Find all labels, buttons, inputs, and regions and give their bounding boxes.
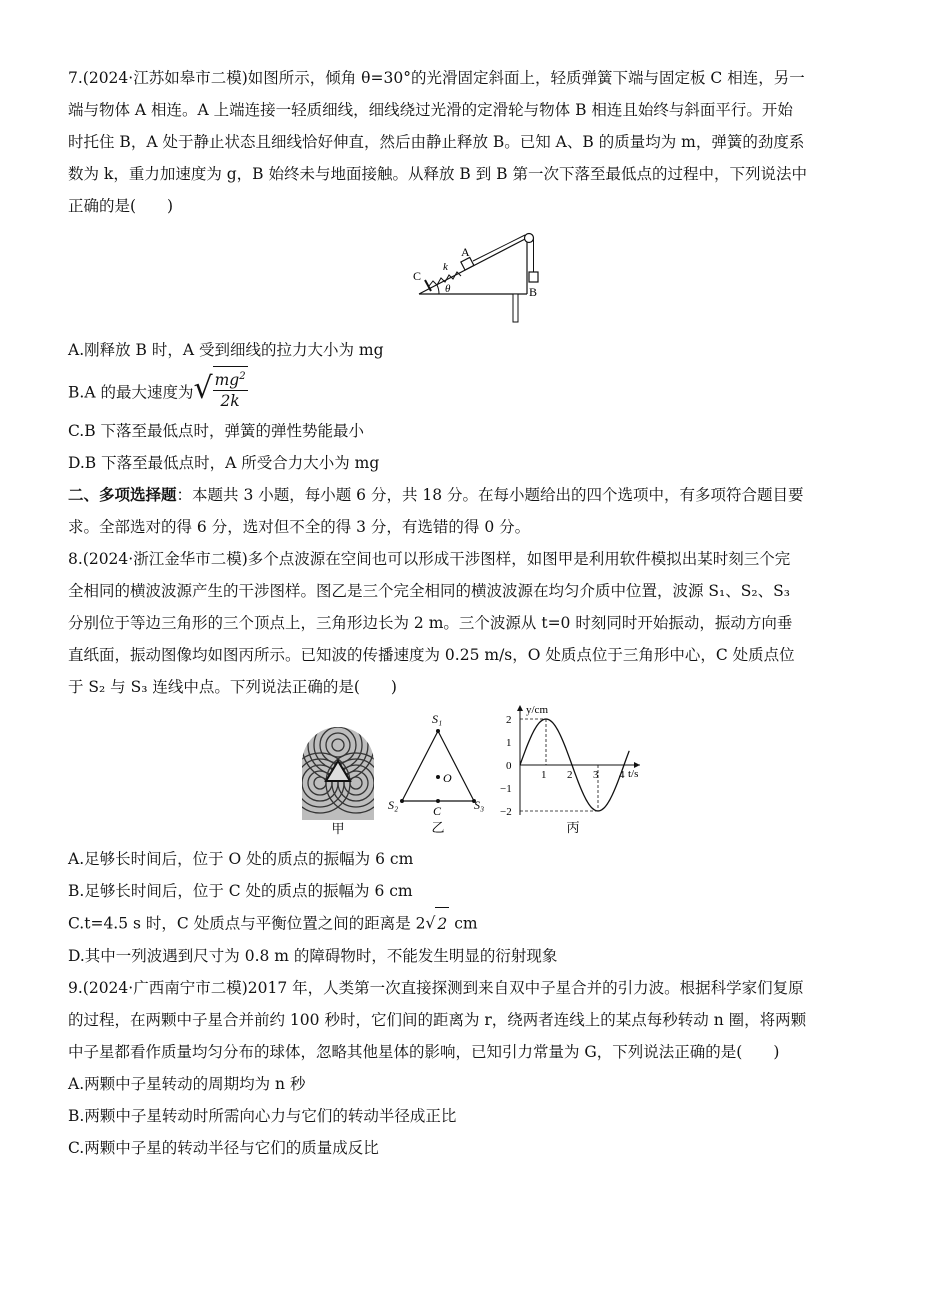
q9-stem-line-2: 的过程，在两颗中子星合并前约 100 秒时，它们间的距离为 r，绕两者连线上的某点每秒转动 n 圈，将两颗 xyxy=(68,1010,807,1029)
section-2-text-2: 求。全部选对的得 6 分，选对但不全的得 3 分，有选错的得 0 分。 xyxy=(68,517,531,536)
label-s3: S₃ xyxy=(474,797,485,812)
string-along-incline xyxy=(473,235,525,261)
q8-option-c-prefix: C.t=4.5 s 时，C 处质点与平衡位置之间的距离是 2 xyxy=(68,914,426,933)
y-tick-2: 2 xyxy=(506,713,512,726)
spring-k-label: k xyxy=(443,261,448,273)
q7-option-c: C.B 下落至最低点时，弹簧的弹性势能最小 xyxy=(68,421,365,440)
section-2-text-1: ：本题共 3 小题，每小题 6 分，共 18 分。在每小题给出的四个选项中，有多项符合题目要 xyxy=(176,485,804,504)
t-axis-label: t/s xyxy=(628,767,639,780)
section-2-instructions xyxy=(68,479,886,511)
q8-stem-line-2: 全相同的横波波源产生的干涉图样。图乙是三个完全相同的横波波源在均匀介质中位置，波源 S₁、S₂、S₃ xyxy=(68,581,790,600)
q7-option-a: A.刚释放 B 时，A 受到细线的拉力大小为 mg xyxy=(68,341,384,359)
q8-figures xyxy=(300,703,886,839)
label-s2: S₂ xyxy=(388,797,399,812)
triangle-sources-figure xyxy=(388,709,488,835)
page-content xyxy=(68,62,886,1164)
theta-arc xyxy=(437,285,439,294)
q8-option-c-unit: cm xyxy=(449,914,478,933)
q7-option-b-exponent: 2 xyxy=(239,371,246,382)
y-tick-1: 1 xyxy=(506,736,512,749)
q8-stem-line-1: 8.(2024·浙江金华市二模)多个点波源在空间也可以形成干涉图样，如图甲是利用软件模拟出某时刻三个完 xyxy=(68,549,791,568)
y-axis-label: y/cm xyxy=(526,703,548,716)
q9-stem-line-1: 9.(2024·广西南宁市二模)2017 年，人类第一次直接探测到来自双中子星合并的引力波。根据科学家们复原 xyxy=(68,978,804,997)
q7-option-b-sqrt: √ $\frac{mg^2}{2k}$ xyxy=(193,366,247,411)
q7-stem-line-1: 7.(2024·江苏如皋市二模)如图所示，倾角 θ=30°的光滑固定斜面上，轻质弹簧下端与固定板 C 相连，另一 xyxy=(68,69,805,87)
figure-yi xyxy=(388,709,488,839)
figure-bing xyxy=(498,701,648,839)
q9-option-b: B.两颗中子星转动时所需向心力与它们的转动半径成正比 xyxy=(68,1106,457,1125)
q7-stem-line-3: 时托住 B，A 处于静止状态且细线恰好伸直，然后由静止释放 B。已知 A、B 的质量均为 m，弹簧的劲度系 xyxy=(68,133,805,151)
q9-stem-line-3: 中子星都看作质量均匀分布的球体，忽略其他星体的影响，已知引力常量为 G，下列说法正确的是( ) xyxy=(68,1042,780,1061)
label-o: O xyxy=(443,770,452,785)
plate-c-label: C xyxy=(413,269,422,283)
block-b-label: B xyxy=(529,285,538,299)
q8-option-d: D.其中一列波遇到尺寸为 0.8 m 的障碍物时，不能发生明显的衍射现象 xyxy=(68,946,558,965)
vibration-graph xyxy=(498,701,648,835)
caption-yi: 乙 xyxy=(431,820,445,836)
section-2-title: 二、多项选择题 xyxy=(68,484,177,504)
t-tick-4: 4 xyxy=(619,768,625,781)
t-tick-1: 1 xyxy=(541,768,547,781)
support-post xyxy=(513,294,518,322)
q8-option-c-radicand: 2 xyxy=(435,907,449,940)
label-c: C xyxy=(433,803,442,818)
center-o-point xyxy=(436,775,440,779)
q7-stem-line-5: 正确的是( ) xyxy=(68,197,174,215)
q7-stem-line-4: 数为 k，重力加速度为 g，B 始终未与地面接触。从释放 B 到 B 第一次下落至最低点的过程中，下列说法中 xyxy=(68,165,807,183)
theta-label: θ xyxy=(445,283,451,295)
q8-option-c xyxy=(68,907,886,940)
y-tick-0: 0 xyxy=(506,759,512,772)
source-s2-point xyxy=(400,799,404,803)
q8-option-a: A.足够长时间后，位于 O 处的质点的振幅为 6 cm xyxy=(68,849,414,868)
interference-pattern-image xyxy=(300,725,376,835)
q7-option-b-numerator: mg xyxy=(214,371,240,390)
block-a-label: A xyxy=(461,245,470,259)
block-b xyxy=(529,272,538,282)
incline-spring-pulley-figure xyxy=(415,230,565,326)
q8-option-c-sqrt: √ 2 xyxy=(426,907,450,940)
caption-jia: 甲 xyxy=(331,821,345,837)
label-s1: S₁ xyxy=(432,711,443,726)
q7-option-b-denominator: 2k xyxy=(220,392,240,411)
q8-stem-line-3: 分别位于等边三角形的三个顶点上，三角形边长为 2 m。三个波源从 t=0 时刻同时开始振动，振动方向垂 xyxy=(68,613,793,632)
q9-option-c: C.两颗中子星的转动半径与它们的质量成反比 xyxy=(68,1138,379,1157)
q7-option-b xyxy=(68,366,886,415)
q8-stem-line-5: 于 S₂ 与 S₃ 连线中点。下列说法正确的是( ) xyxy=(68,677,397,696)
y-tick-neg1: −1 xyxy=(500,782,512,795)
t-tick-2: 2 xyxy=(567,768,573,781)
equilateral-triangle xyxy=(402,731,474,801)
block-a xyxy=(461,257,474,270)
figure-jia xyxy=(300,725,376,839)
midpoint-c-point xyxy=(436,799,440,803)
q7-option-d: D.B 下落至最低点时，A 所受合力大小为 mg xyxy=(68,453,380,472)
q8-stem-line-4: 直纸面，振动图像均如图丙所示。已知波的传播速度为 0.25 m/s，O 处质点位于三角形中心，C 处质点位 xyxy=(68,645,795,664)
y-tick-neg2: −2 xyxy=(500,805,512,818)
pulley xyxy=(525,234,534,243)
source-s1-point xyxy=(436,729,440,733)
t-tick-3: 3 xyxy=(593,768,599,781)
caption-bing: 丙 xyxy=(566,820,580,836)
q9-option-a: A.两颗中子星转动的周期均为 n 秒 xyxy=(68,1074,306,1093)
q7-stem-line-2: 端与物体 A 相连。A 上端连接一轻质细线，细线绕过光滑的定滑轮与物体 B 相连且始终与斜面平行。开始 xyxy=(68,101,793,119)
q8-option-b: B.足够长时间后，位于 C 处的质点的振幅为 6 cm xyxy=(68,881,413,900)
q7-option-b-prefix: B.A 的最大速度为 xyxy=(68,383,194,402)
